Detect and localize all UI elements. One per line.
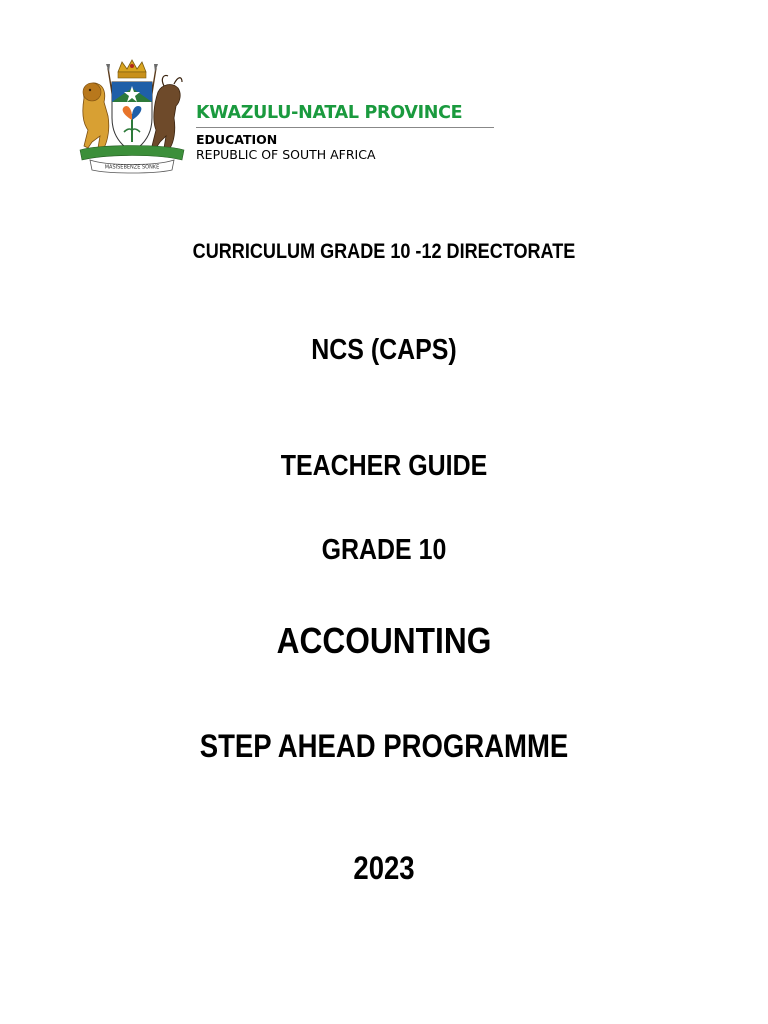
crest-motto: MASISEBENZE SONKE [104, 164, 160, 171]
document-header [78, 58, 496, 176]
directorate-title: CURRICULUM GRADE 10 -12 DIRECTORATE [192, 240, 576, 263]
department-name: EDUCATION [196, 132, 278, 147]
document-type-title: TEACHER GUIDE [280, 450, 488, 482]
curriculum-title: NCS (CAPS) [311, 334, 457, 366]
header-divider [196, 127, 494, 128]
organisation-block [196, 102, 496, 162]
year-title: 2023 [353, 850, 415, 886]
country-name: REPUBLIC OF SOUTH AFRICA [196, 147, 376, 162]
programme-title: STEP AHEAD PROGRAMME [199, 728, 569, 764]
subject-title: ACCOUNTING [276, 620, 492, 661]
kzn-coat-of-arms-logo [78, 58, 186, 176]
province-name: KWAZULU-NATAL PROVINCE [196, 103, 463, 123]
grade-title: GRADE 10 [321, 534, 447, 566]
